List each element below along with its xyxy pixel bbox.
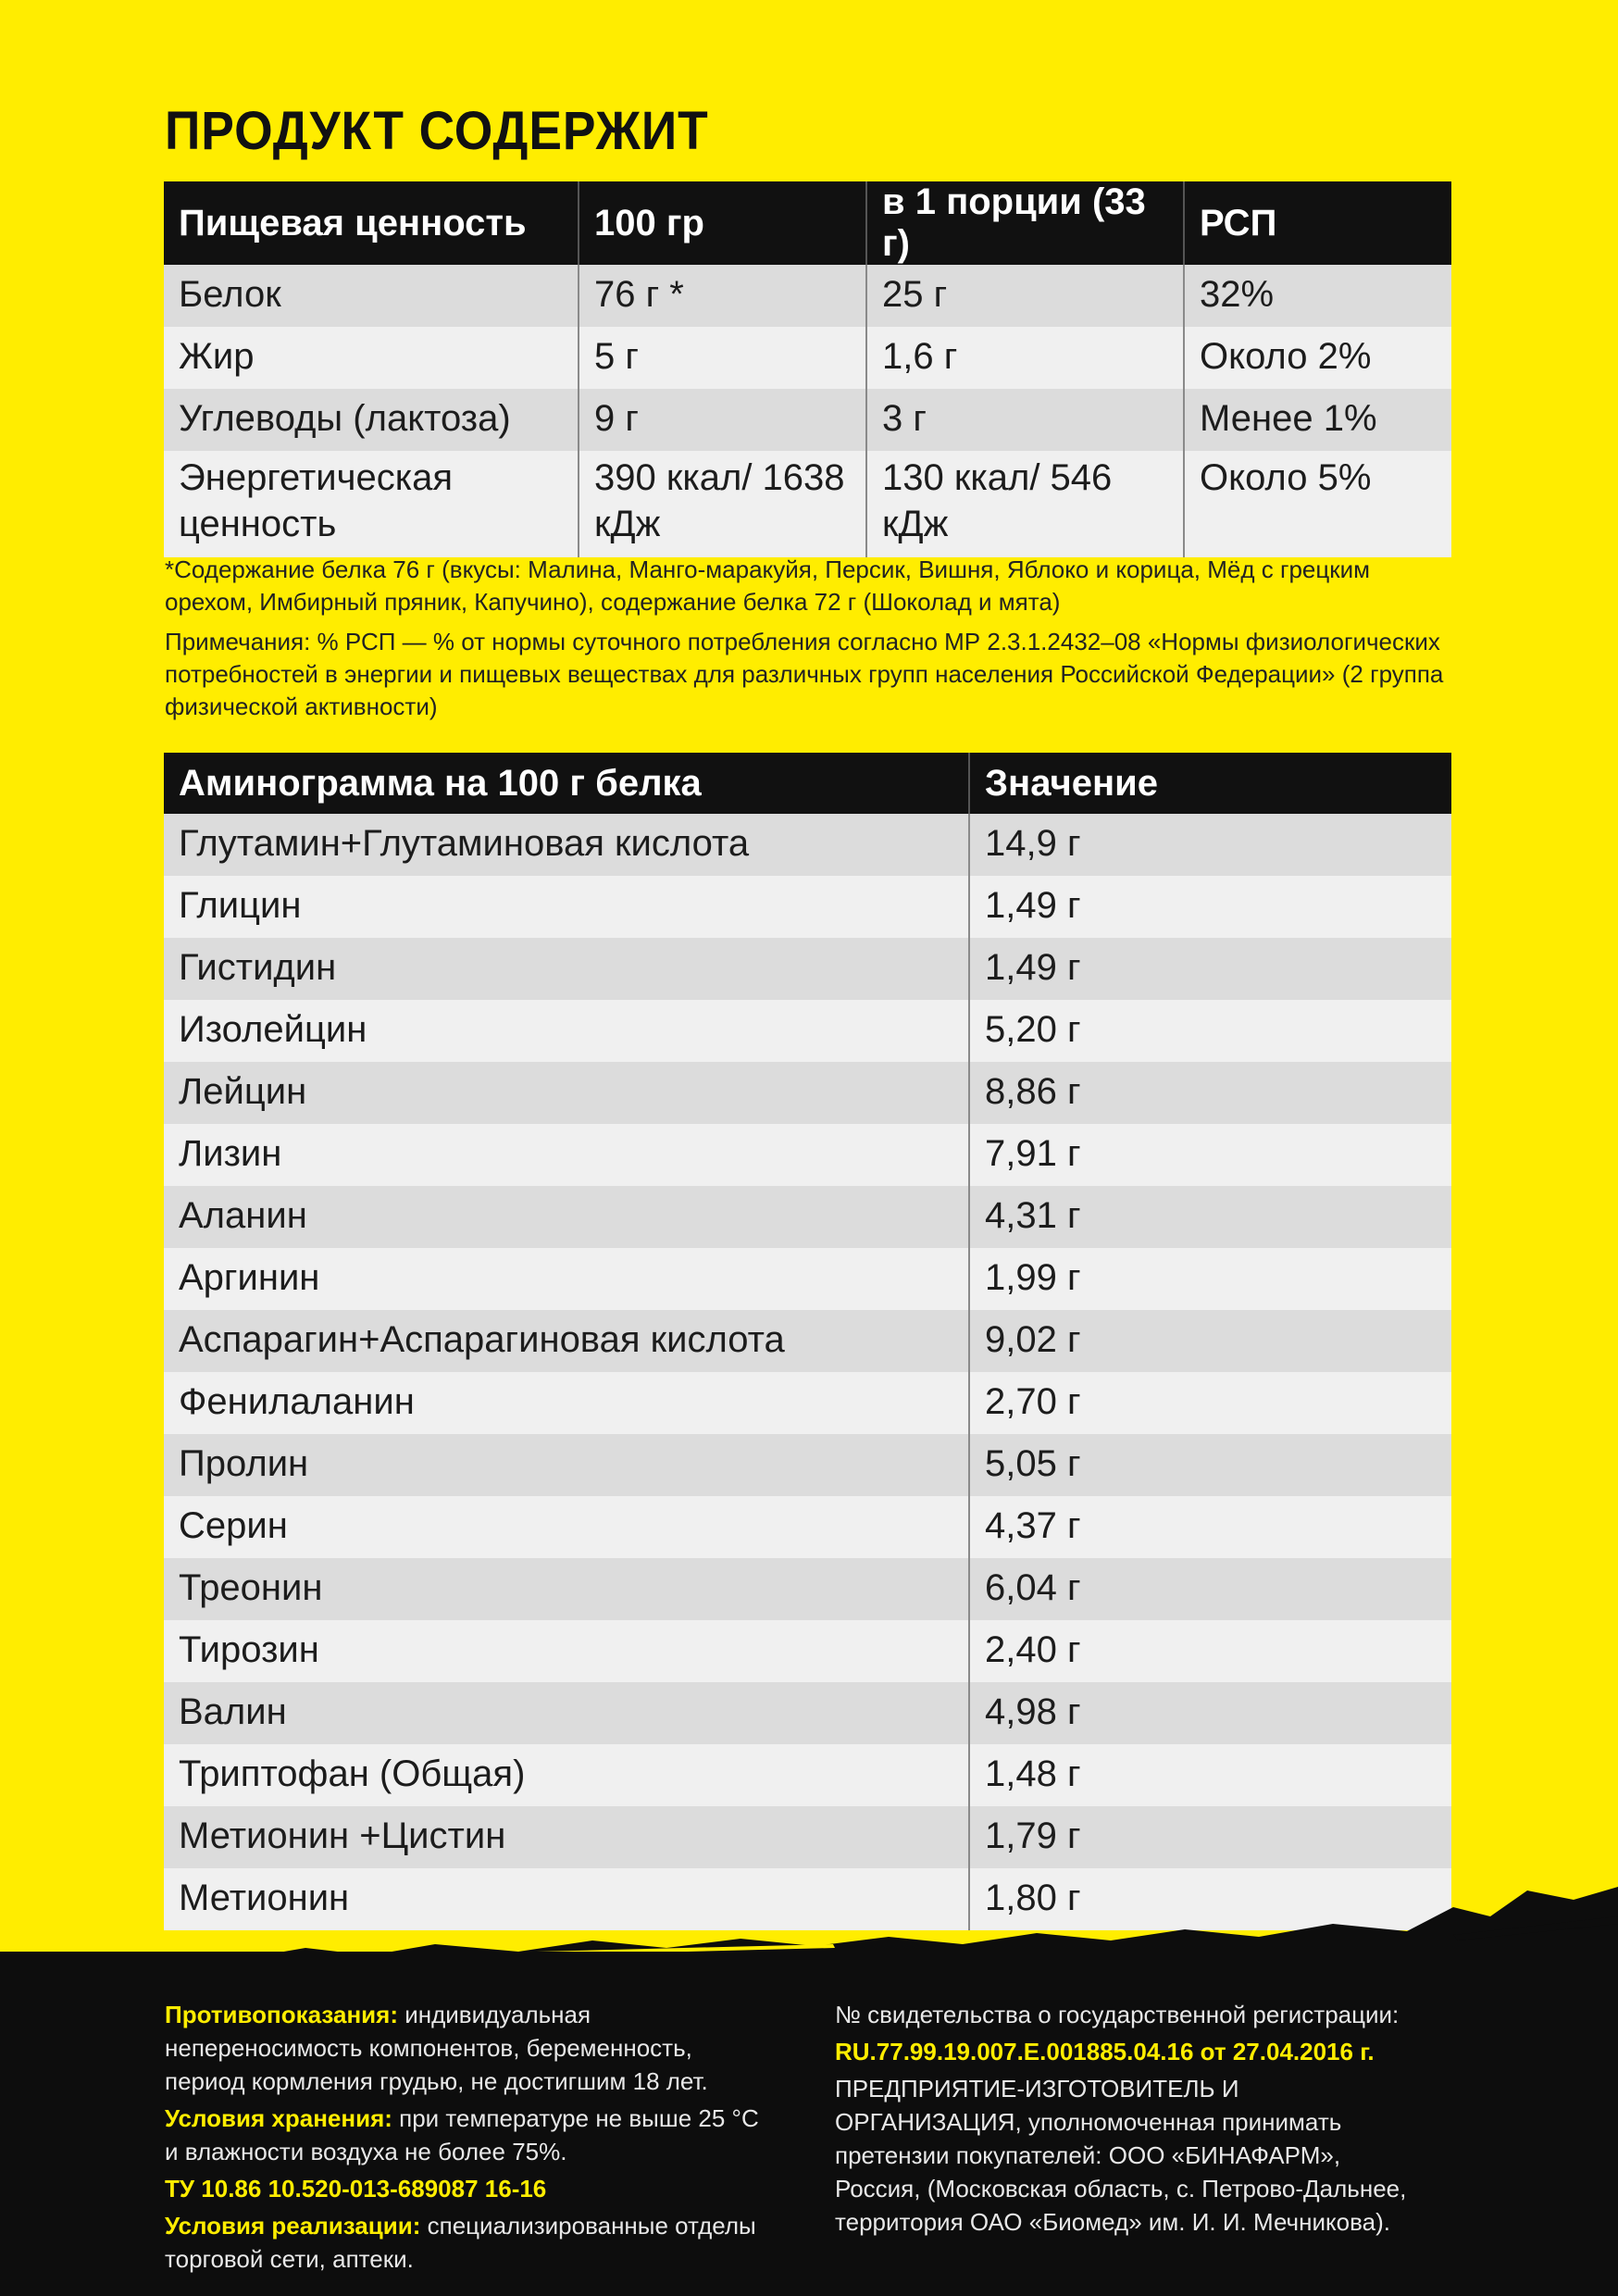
table-row xyxy=(164,327,1451,389)
amino-value-cell: 7,91 г xyxy=(969,1124,1451,1186)
sale-text: специализированные отделы торговой сети, аптеки. xyxy=(165,2212,756,2273)
nutrition-col-name: Пищевая ценность xyxy=(164,181,579,265)
nutrition-col-portion: в 1 порции (33 г) xyxy=(866,181,1184,265)
cell: 9 г xyxy=(579,389,866,451)
cell: 390 ккал/ 1638 кДж xyxy=(579,451,866,557)
nutrition-col-rsp: РСП xyxy=(1184,181,1451,265)
amino-value-cell: 6,04 г xyxy=(969,1558,1451,1620)
cell: 76 г * xyxy=(579,265,866,327)
table-row xyxy=(164,1682,1451,1744)
table-row xyxy=(164,451,1451,557)
amino-name-cell: Аланин xyxy=(164,1186,969,1248)
table-row xyxy=(164,1372,1451,1434)
table-row xyxy=(164,876,1451,938)
amino-value-cell: 1,80 г xyxy=(969,1868,1451,1930)
table-row xyxy=(164,938,1451,1000)
amino-name-cell: Лизин xyxy=(164,1124,969,1186)
table-row xyxy=(164,1496,1451,1558)
amino-value-cell: 14,9 г xyxy=(969,814,1451,876)
table-row xyxy=(164,389,1451,451)
amino-name-cell: Пролин xyxy=(164,1434,969,1496)
amino-value-cell: 5,05 г xyxy=(969,1434,1451,1496)
table-row xyxy=(164,1186,1451,1248)
table-row xyxy=(164,1248,1451,1310)
amino-value-cell: 1,79 г xyxy=(969,1806,1451,1868)
amino-col-name: Аминограмма на 100 г белка xyxy=(164,753,969,814)
amino-name-cell: Метионин xyxy=(164,1868,969,1930)
amino-name-cell: Аспарагин+Аспарагиновая кислота xyxy=(164,1310,969,1372)
reg-label: № свидетельства о государственной регистрации: xyxy=(835,2001,1400,2028)
amino-name-cell: Валин xyxy=(164,1682,969,1744)
manufacturer-text: ПРЕДПРИЯТИЕ-ИЗГОТОВИТЕЛЬ И ОРГАНИЗАЦИЯ, уполномоченная принимать претензии покупателей: ООО «БИНАФАРМ», Россия, (Московская область, с. Петрово-Дальнее, территория ОАО «Биомед» им. И. И. Мечникова). xyxy=(835,2075,1407,2236)
table-row xyxy=(164,814,1451,876)
storage-text: при температуре не выше 25 °С и влажности воздуха не более 75%. xyxy=(165,2104,759,2165)
amino-name-cell: Триптофан (Общая) xyxy=(164,1744,969,1806)
cell: Жир xyxy=(164,327,579,389)
cell: 5 г xyxy=(579,327,866,389)
cell: Углеводы (лактоза) xyxy=(164,389,579,451)
amino-value-cell: 1,99 г xyxy=(969,1248,1451,1310)
cell: 25 г xyxy=(866,265,1184,327)
table-row xyxy=(164,1806,1451,1868)
nutrition-table xyxy=(164,181,1451,557)
aminogram-table xyxy=(164,753,1451,1930)
amino-header-row xyxy=(164,753,1451,814)
footer-right-column xyxy=(835,1998,1409,2242)
cell: Белок xyxy=(164,265,579,327)
table-row xyxy=(164,1620,1451,1682)
amino-value-cell: 4,98 г xyxy=(969,1682,1451,1744)
cell: 32% xyxy=(1184,265,1451,327)
amino-name-cell: Фенилаланин xyxy=(164,1372,969,1434)
contra-label: Противопоказания: xyxy=(165,2001,398,2028)
cell: Около 5% xyxy=(1184,451,1451,557)
table-row xyxy=(164,1744,1451,1806)
tu-number: ТУ 10.86 10.520-013-689087 16-16 xyxy=(165,2175,547,2202)
amino-value-cell: 2,40 г xyxy=(969,1620,1451,1682)
cell: 130 ккал/ 546 кДж xyxy=(866,451,1184,557)
page-title: ПРОДУКТ СОДЕРЖИТ xyxy=(165,101,709,161)
amino-name-cell: Глутамин+Глутаминовая кислота xyxy=(164,814,969,876)
amino-col-value: Значение xyxy=(969,753,1451,814)
table-row xyxy=(164,1310,1451,1372)
table-row xyxy=(164,1434,1451,1496)
cell: 1,6 г xyxy=(866,327,1184,389)
amino-value-cell: 8,86 г xyxy=(969,1062,1451,1124)
sale-label: Условия реализации: xyxy=(165,2212,421,2240)
amino-value-cell: 4,31 г xyxy=(969,1186,1451,1248)
table-row xyxy=(164,1062,1451,1124)
footer-left-column xyxy=(165,1998,776,2279)
amino-name-cell: Изолейцин xyxy=(164,1000,969,1062)
amino-name-cell: Треонин xyxy=(164,1558,969,1620)
amino-name-cell: Тирозин xyxy=(164,1620,969,1682)
amino-value-cell: 2,70 г xyxy=(969,1372,1451,1434)
rsp-footnote: Примечания: % РСП — % от нормы суточного потребления согласно МР 2.3.1.2432–08 «Нормы физиологических потребностей в энергии и пищевых веществах для различных групп населения Российской Федерации» (2 группа физической активности) xyxy=(165,628,1444,720)
cell: Энергетическая ценность xyxy=(164,451,579,557)
table-row xyxy=(164,1558,1451,1620)
protein-footnote: *Содержание белка 76 г (вкусы: Малина, Манго-маракуйя, Персик, Вишня, Яблоко и корица, Мёд с грецким орехом, Имбирный пряник, Капучино), содержание белка 72 г (Шоколад и мята) xyxy=(165,555,1371,616)
table-row xyxy=(164,1124,1451,1186)
amino-name-cell: Аргинин xyxy=(164,1248,969,1310)
reg-number: RU.77.99.19.007.Е.001885.04.16 от 27.04.2016 г. xyxy=(835,2038,1375,2065)
cell: 3 г xyxy=(866,389,1184,451)
table-row xyxy=(164,265,1451,327)
amino-value-cell: 1,49 г xyxy=(969,876,1451,938)
amino-name-cell: Глицин xyxy=(164,876,969,938)
amino-value-cell: 1,49 г xyxy=(969,938,1451,1000)
nutrition-col-100g: 100 гр xyxy=(579,181,866,265)
amino-name-cell: Гистидин xyxy=(164,938,969,1000)
cell: Менее 1% xyxy=(1184,389,1451,451)
contra-text: индивидуальная непереносимость компонентов, беременность, период кормления грудью, не достигшим 18 лет. xyxy=(165,2001,708,2095)
amino-name-cell: Метионин +Цистин xyxy=(164,1806,969,1868)
table-row xyxy=(164,1000,1451,1062)
amino-value-cell: 5,20 г xyxy=(969,1000,1451,1062)
nutrition-header-row xyxy=(164,181,1451,265)
amino-value-cell: 1,48 г xyxy=(969,1744,1451,1806)
amino-value-cell: 9,02 г xyxy=(969,1310,1451,1372)
amino-value-cell: 4,37 г xyxy=(969,1496,1451,1558)
amino-name-cell: Серин xyxy=(164,1496,969,1558)
storage-label: Условия хранения: xyxy=(165,2104,392,2132)
amino-name-cell: Лейцин xyxy=(164,1062,969,1124)
cell: Около 2% xyxy=(1184,327,1451,389)
